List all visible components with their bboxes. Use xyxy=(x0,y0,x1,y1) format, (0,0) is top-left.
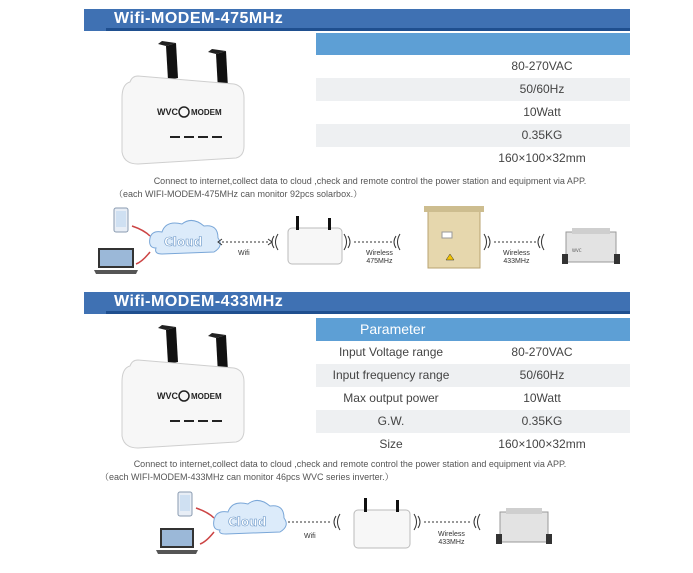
svg-text:MODEM: MODEM xyxy=(191,392,222,401)
param-row xyxy=(316,124,630,147)
phone-icon xyxy=(114,208,128,232)
param-value: 10Watt xyxy=(523,391,561,405)
svg-text:Cloud: Cloud xyxy=(228,515,267,529)
param-row xyxy=(316,341,630,364)
wireless-label: Wireless 475MHz xyxy=(366,250,393,265)
param-value: 160×100×32mm xyxy=(498,151,586,165)
section-header-433 xyxy=(84,292,630,314)
section-title: Wifi-MODEM-475MHz xyxy=(114,10,284,27)
svg-text:WVC: WVC xyxy=(572,248,582,253)
system-diagram xyxy=(148,488,558,568)
laptop-icon xyxy=(156,528,198,554)
laptop-icon xyxy=(94,248,138,274)
param-row xyxy=(316,101,630,124)
modem-small-icon xyxy=(288,216,342,264)
param-label: G.W. xyxy=(377,414,405,428)
param-row xyxy=(316,78,630,101)
modem-image xyxy=(118,322,256,454)
param-row xyxy=(316,364,630,387)
param-value: 160×100×32mm xyxy=(498,437,586,451)
wifi-label: Wifi xyxy=(238,250,250,257)
param-value: 10Watt xyxy=(523,105,561,119)
description-line-2: （each WIFI-MODEM-475MHz can monitor 92pcs solarbox.） xyxy=(114,189,363,199)
param-row xyxy=(316,147,630,170)
modem-small-icon xyxy=(354,498,410,548)
wifi-label: Wifi xyxy=(304,533,316,540)
svg-text:WVC: WVC xyxy=(157,391,178,401)
param-value: 80-270VAC xyxy=(511,345,573,359)
param-value: 50/60Hz xyxy=(519,368,565,382)
param-value: 0.35KG xyxy=(521,128,563,142)
description-line-2: （each WIFI-MODEM-433MHz can monitor 46pcs WVC series inverter.） xyxy=(100,472,394,482)
param-label: Input frequency range xyxy=(332,368,450,382)
param-row xyxy=(316,433,630,456)
wireless-label: Wireless 433MHz xyxy=(438,531,465,546)
modem-image xyxy=(118,40,256,170)
param-table-433 xyxy=(316,318,630,456)
param-label: Size xyxy=(379,437,403,451)
cloud-icon xyxy=(214,500,287,534)
solarbox-icon xyxy=(424,206,484,268)
param-row xyxy=(316,387,630,410)
svg-text:WVC: WVC xyxy=(157,107,178,117)
description-line-1: Connect to internet,collect data to cloud ,check and remote control the power station and equipment via APP. xyxy=(153,176,587,186)
inverter-icon xyxy=(562,228,620,264)
wifi-signal-icon xyxy=(272,234,278,250)
param-value: 80-270VAC xyxy=(511,59,573,73)
param-row xyxy=(316,55,630,78)
param-row xyxy=(316,410,630,433)
param-table-header: Parameter xyxy=(316,318,630,341)
wireless-label: Wireless 433MHz xyxy=(503,250,530,265)
section-header-475 xyxy=(84,9,630,31)
param-value: 0.35KG xyxy=(521,414,563,428)
system-diagram xyxy=(92,204,632,284)
param-label: Input Voltage range xyxy=(338,345,444,359)
description-line-1: Connect to internet,collect data to cloud ,check and remote control the power station and equipment via APP. xyxy=(133,459,567,469)
svg-text:Cloud: Cloud xyxy=(164,235,203,249)
cloud-icon xyxy=(150,220,221,254)
inverter-icon xyxy=(496,508,552,544)
param-table-475 xyxy=(316,33,630,170)
param-label: Max output power xyxy=(343,391,439,405)
section-title: Wifi-MODEM-433MHz xyxy=(114,293,284,310)
param-value: 50/60Hz xyxy=(519,82,565,96)
param-table-header xyxy=(316,33,630,55)
phone-icon xyxy=(178,492,192,516)
svg-text:MODEM: MODEM xyxy=(191,108,222,117)
wifi-signal-icon xyxy=(334,514,340,530)
